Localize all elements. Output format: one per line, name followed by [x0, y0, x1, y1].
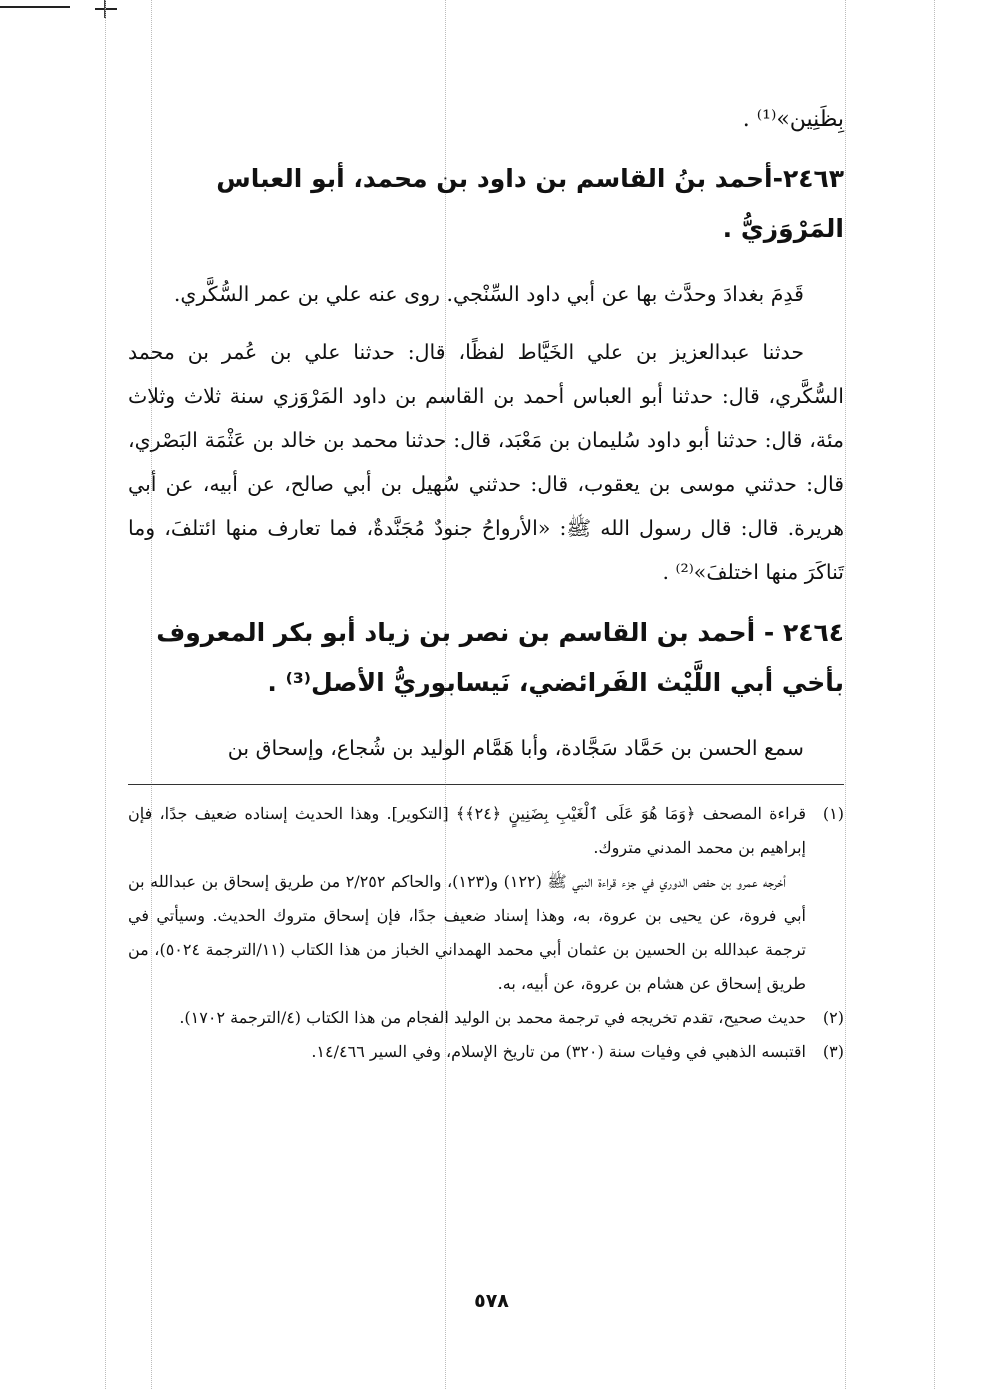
footnote-number: (٢) [822, 1008, 844, 1027]
main-text [128, 100, 844, 1069]
footnote-text: قراءة المصحف ﴿وَمَا هُوَ عَلَى ٱلْغَيْبِ بِضَنِينٍ ﴿٢٤﴾﴾ [التكوير]. وهذا الحديث إسناده ضعيف جدًا، فإن إبراهيم بن محمد المدني متروك. [128, 804, 806, 857]
crop-mark-line [95, 8, 117, 10]
scan-artifact-line [105, 0, 106, 1389]
footnote [128, 1035, 844, 1069]
paragraph: قَدِمَ بغدادَ وحدَّث بها عن أبي داود السِّنْجي. روى عنه علي بن عمر السُّكَّري. [173, 282, 804, 306]
entry-heading: ٢٤٦٤ - أحمد بن القاسم بن نصر بن زياد أبو بكر المعروف بأخي أبي اللَّيْث الفَرائضي، نَيسابوريُّ الأصل⁽³⁾ . [156, 618, 844, 697]
scan-artifact-line [845, 0, 846, 1389]
footnote-number: (٣) [822, 1042, 844, 1061]
paragraph: سمع الحسن بن حَمَّاد سَجَّادة، وأبا هَمَّام الوليد بن شُجاع، وإسحاق بن [227, 736, 804, 760]
footnote-continuation: أخرجه عمرو بن حفص الدوري في جزء قراءة النبي ﷺ (١٢٢) و(١٢٣)، والحاكم ٢/٢٥٢ من طريق إسحاق بن عبدالله بن أبي فروة، عن يحيى بن عروة، به، وهذا إسناد ضعيف جدًا، فإن إسحاق متروك الحديث. وسيأتي في ترجمة عبدالله بن الحسين بن عثمان أبي محمد الهمداني الخباز من هذا الكتاب (١١/الترجمة ٥٠٢٤)، من طريق إسحاق عن هشام بن عروة، عن أبيه، به. [128, 872, 807, 993]
entry-heading: ٢٤٦٣-أحمد بنُ القاسم بن داود بن محمد، أبو العباس المَرْوَزيُّ . [216, 164, 844, 243]
footnote [128, 1001, 844, 1035]
footnote-number: (١) [822, 804, 844, 823]
corner-crop-marks [0, 0, 140, 20]
paragraph: حدثنا عبدالعزيز بن علي الخَيَّاط لفظًا، قال: حدثنا علي بن عُمر بن محمد السُّكَّري، قال: حدثنا أبو العباس أحمد بن القاسم بن داود المَرْوَزي سنة ثلاث وثلاث مئة، قال: حدثنا أبو داود سُليمان بن مَعْبَد، قال: حدثنا محمد بن خالد بن عَثْمَة البَصْري، قال: حدثني موسى بن يعقوب، قال: حدثني سُهيل بن أبي صالح، عن أبيه، عن أبي هريرة. قال: قال رسول الله ﷺ: «الأرواحُ جنودٌ مُجَنَّدةٌ، فما تعارف منها ائتلفَ، وما تَناكَرَ منها اختلفَ»⁽²⁾ . [128, 340, 844, 584]
crop-mark-line [0, 6, 70, 8]
footnotes [128, 797, 844, 1069]
footnote [128, 797, 844, 865]
continuation-line: بِظَنِين»⁽¹⁾ . [742, 107, 844, 132]
scan-artifact-line [934, 0, 935, 1389]
footnote-text: حديث صحيح، تقدم تخريجه في ترجمة محمد بن الوليد الفجام من هذا الكتاب (٤/الترجمة ١٧٠٢). [179, 1008, 806, 1027]
footnote-separator [128, 784, 844, 785]
footnote-text: اقتبسه الذهبي في وفيات سنة (٣٢٠) من تاريخ الإسلام، وفي السير ١٤/٤٦٦. [311, 1042, 806, 1061]
page-number: ٥٧٨ [474, 1290, 509, 1312]
